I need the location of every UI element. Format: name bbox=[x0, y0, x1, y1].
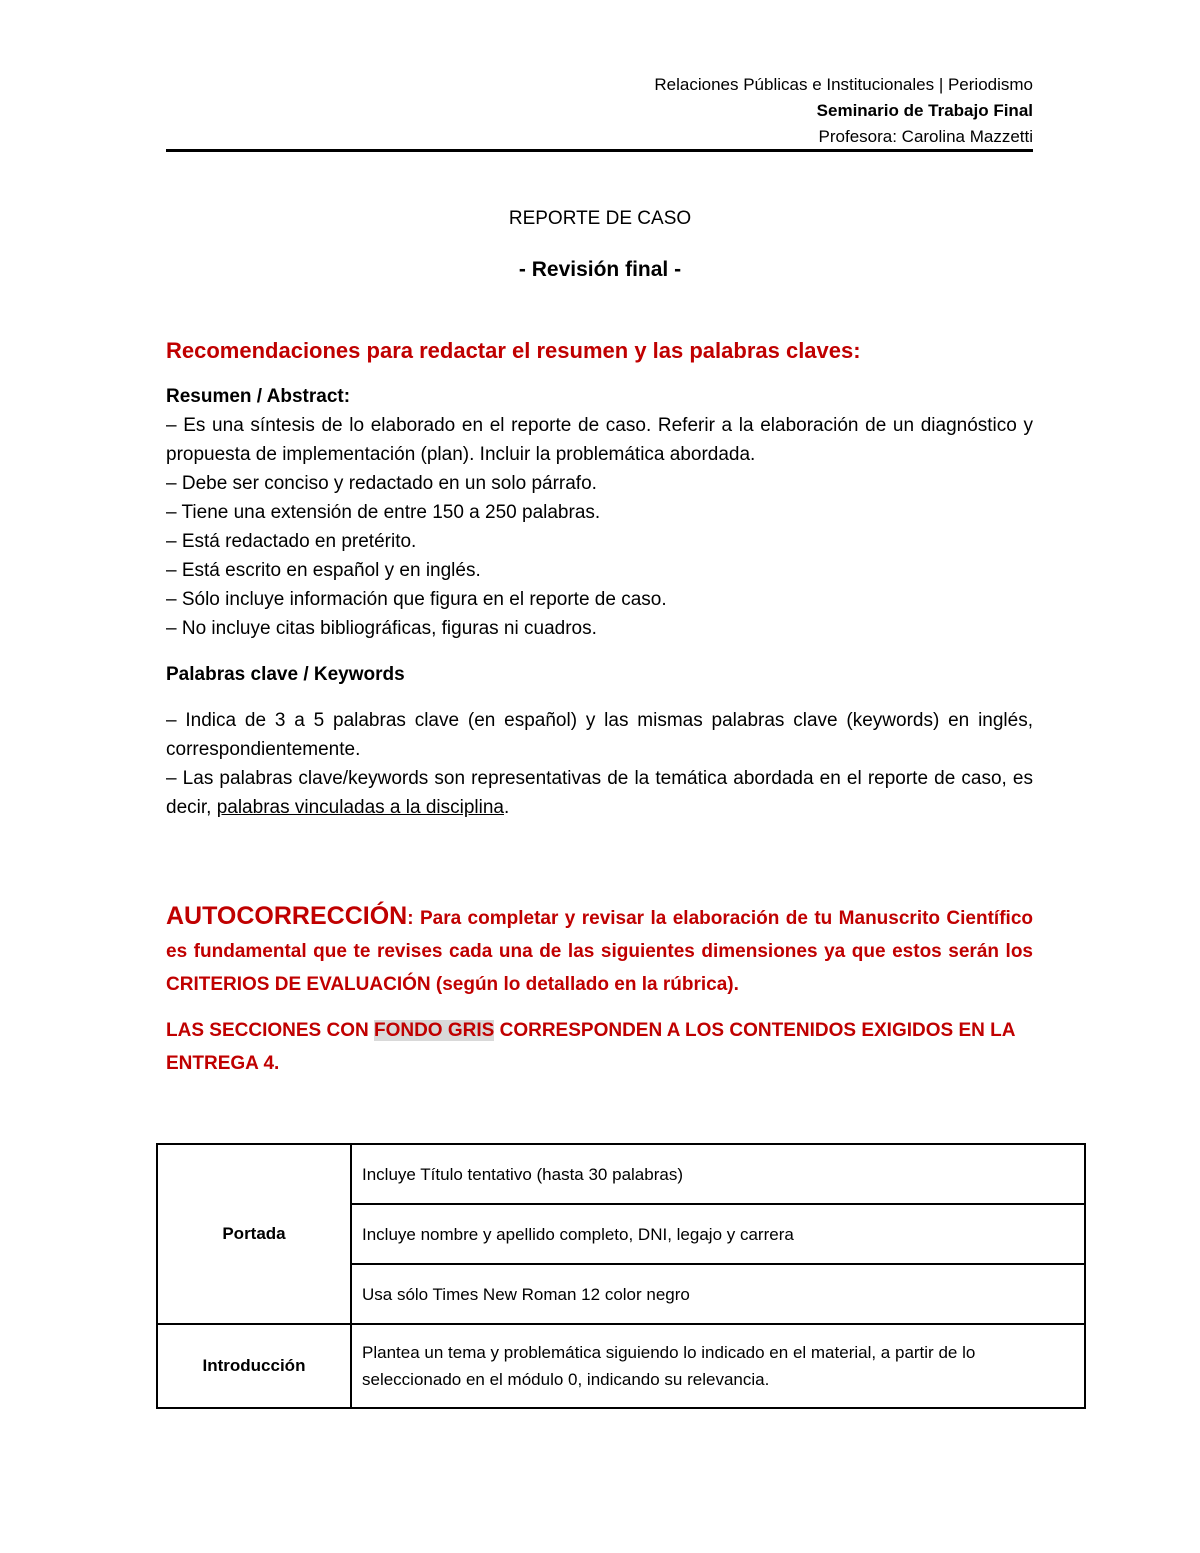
abstract-item: – Sólo incluye información que figura en el reporte de caso. bbox=[166, 589, 667, 610]
rubric-label-introduccion: Introducción bbox=[157, 1324, 351, 1408]
header-professor: Profesora: Carolina Mazzetti bbox=[818, 127, 1033, 146]
self-correction-text: : Para completar y revisar la elaboración de tu Manuscrito Científico es fundamental que te revises cada una de las siguientes dimensiones ya que estos serán los CRITERIOS DE EVALUACIÓN (según lo detallado en la rúbrica). bbox=[166, 908, 1033, 995]
keywords-item: – Indica de 3 a 5 palabras clave (en español) y las mismas palabras clave (keywords) en inglés, correspondientemente. bbox=[166, 710, 1033, 760]
table-row bbox=[157, 1144, 1085, 1204]
document-title: REPORTE DE CASO bbox=[508, 208, 692, 229]
gray-note-start: LAS SECCIONES CON bbox=[166, 1020, 374, 1041]
recommendations-heading: Recomendaciones para redactar el resumen y las palabras claves: bbox=[166, 338, 861, 363]
keywords-heading: Palabras clave / Keywords bbox=[166, 664, 405, 685]
abstract-item: – Debe ser conciso y redactado en un solo párrafo. bbox=[166, 473, 597, 494]
keywords-item-text: – Las palabras clave/keywords son representativas de la temática abordada en el reporte de caso, es decir, bbox=[166, 768, 1033, 818]
gray-note-end: CORRESPONDEN A LOS CONTENIDOS EXIGIDOS EN LA ENTREGA 4. bbox=[166, 1020, 1015, 1074]
abstract-item: – Es una síntesis de lo elaborado en el reporte de caso. Referir a la elaboración de un diagnóstico y propuesta de implementación (plan). Incluir la problemática abordada. bbox=[166, 415, 1033, 465]
rubric-label-portada: Portada bbox=[157, 1144, 351, 1324]
abstract-item: – Tiene una extensión de entre 150 a 250 palabras. bbox=[166, 502, 601, 523]
header-course: Seminario de Trabajo Final bbox=[816, 101, 1033, 120]
rubric-criterion: Plantea un tema y problemática siguiendo lo indicado en el material, a partir de lo seleccionado en el módulo 0, indicando su relevancia. bbox=[351, 1324, 1085, 1408]
rubric-table bbox=[156, 1143, 1086, 1409]
abstract-item: – Está escrito en español y en inglés. bbox=[166, 560, 481, 581]
header-program: Relaciones Públicas e Institucionales | Periodismo bbox=[654, 75, 1033, 94]
gray-highlight: FONDO GRIS bbox=[373, 1020, 495, 1041]
abstract-heading: Resumen / Abstract: bbox=[166, 386, 351, 407]
table-row bbox=[157, 1324, 1085, 1408]
self-correction-title: AUTOCORRECCIÓN bbox=[166, 902, 408, 930]
header-divider bbox=[166, 149, 1033, 152]
document-subtitle: - Revisión final - bbox=[518, 258, 682, 281]
abstract-item: – No incluye citas bibliográficas, figuras ni cuadros. bbox=[166, 618, 597, 639]
abstract-section bbox=[166, 382, 1033, 643]
keywords-section bbox=[166, 706, 1033, 822]
keywords-item bbox=[166, 764, 1033, 822]
abstract-item: – Está redactado en pretérito. bbox=[166, 531, 417, 552]
rubric-criterion: Incluye nombre y apellido completo, DNI, legajo y carrera bbox=[351, 1204, 1085, 1264]
keywords-item-end: . bbox=[504, 797, 510, 818]
rubric-criterion: Usa sólo Times New Roman 12 color negro bbox=[351, 1264, 1085, 1324]
keywords-underlined: palabras vinculadas a la disciplina bbox=[216, 797, 504, 818]
document-header bbox=[654, 72, 1033, 150]
rubric-criterion: Incluye Título tentativo (hasta 30 palabras) bbox=[351, 1144, 1085, 1204]
gray-sections-note bbox=[166, 1014, 1033, 1080]
self-correction-paragraph bbox=[166, 900, 1033, 1001]
